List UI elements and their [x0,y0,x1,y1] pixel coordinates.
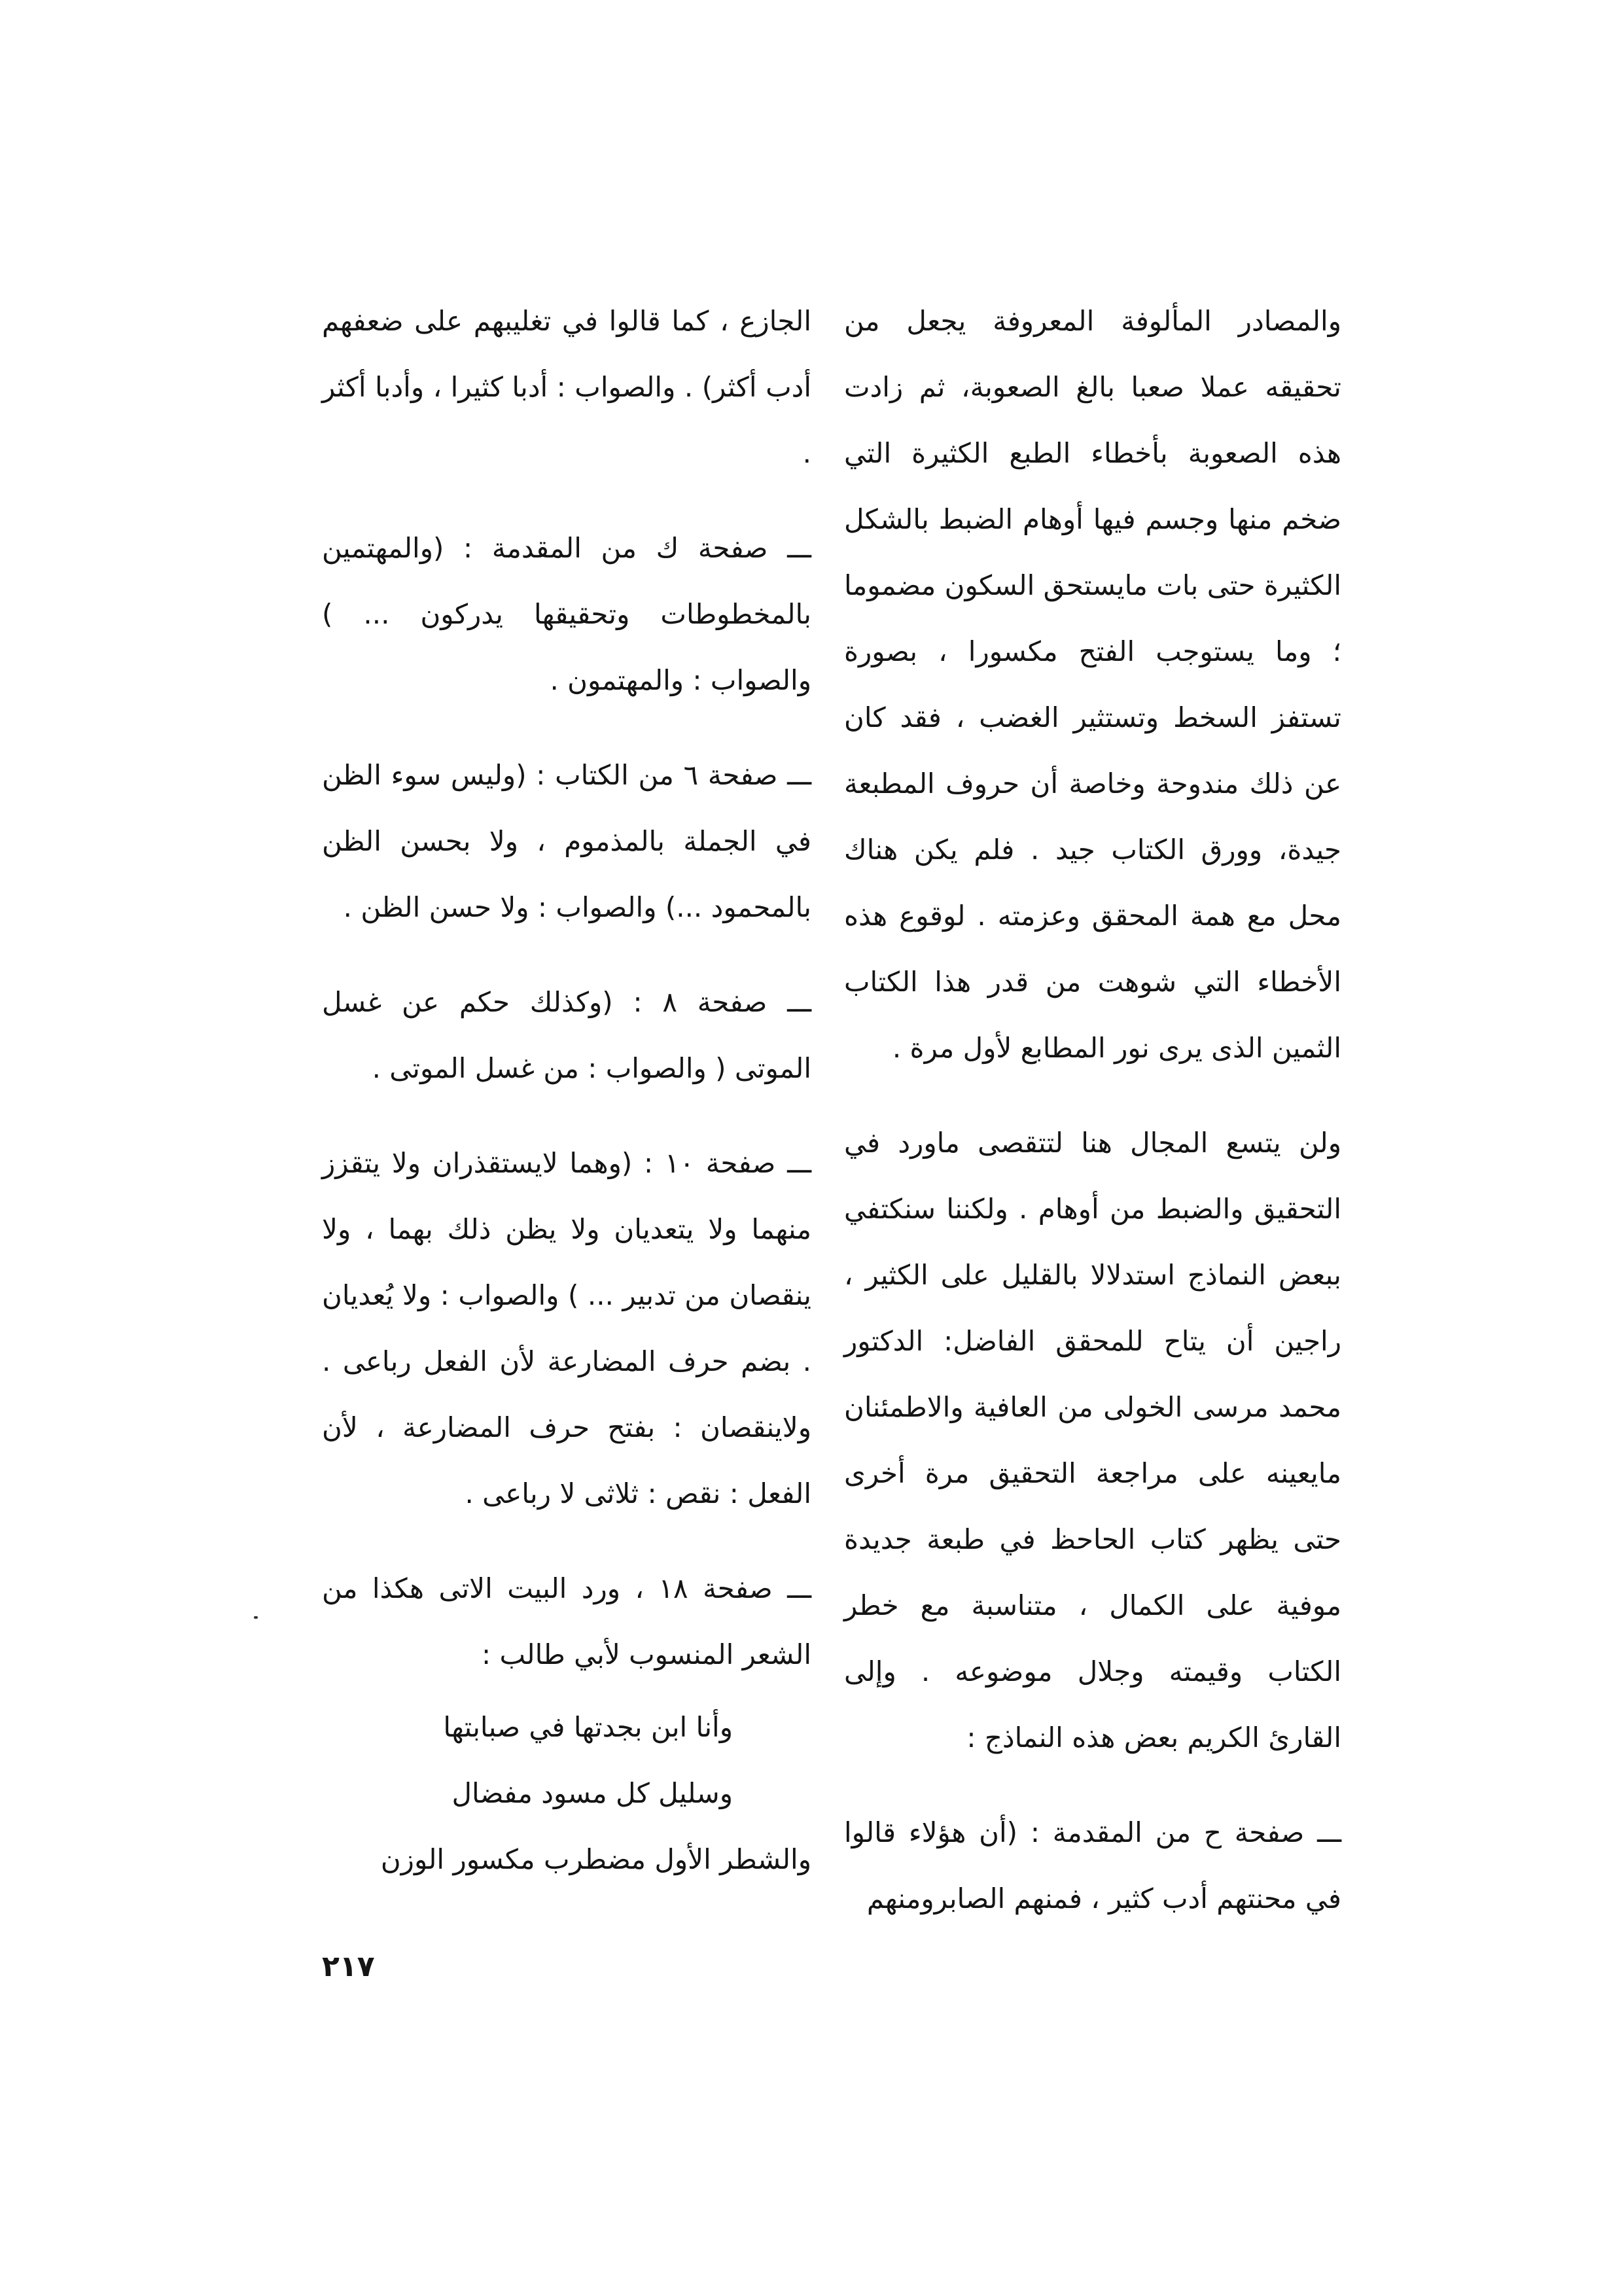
paragraph-continuation: الجازع ، كما قالوا في تغليبهم على ضعفهم أدب أكثر) . والصواب : أدبا كثيرا ، وأدبا أكثر . [322,305,811,469]
paragraph-page-8: ـــ صفحة ٨ : (وكذلك حكم عن غسل الموتى ( والصواب : من غسل الموتى . [322,986,812,1084]
paragraph-page-18: ـــ صفحة ١٨ ، ورد البيت الاتى هكذا من الشعر المنسوب لأبي طالب : [322,1572,812,1670]
verse-line-1: وأنا ابن بجدتها في صبابتها [443,1711,733,1743]
paragraph-sample-intro: ولن يتسع المجال هنا لتتقصى ماورد في التحقيق والضبط من أوهام . ولكننا سنكتفي ببعض النماذج استدلالا بالقليل على الكثير ، راجين أن يتاح للمحقق الفاضل: الدكتور محمد مرسى الخولى من العافية والاطمئنان مايعينه على مراجعة التحقيق مرة أخرى حتى يظهر كتاب الحاحظ في طبعة جديدة موفية على الكمال ، متناسبة مع خطر الكتاب وقيمته وجلال موضوعه . وإلى القارئ الكريم بعض هذه النماذج : [844,1127,1341,1754]
verse-line-2: وسليل كل مسود مفضال [451,1777,733,1809]
paragraph-printing-errors: والمصادر المألوفة المعروفة يجعل من تحقيقه عملا صعبا بالغ الصعوبة، ثم زادت هذه الصعوبة بأخطاء الطبع الكثيرة التي ضخم منها وجسم فيها أوهام الضبط بالشكل الكثيرة حتى بات مايستحق السكون مضموما ؛ وما يستوجب الفتح مكسورا ، بصورة تستفز السخط وتستثير الغضب ، فقد كان عن ذلك مندوحة وخاصة أن حروف المطبعة جيدة، وورق الكتاب جيد . فلم يكن هناك محل مع همة المحقق وعزمته . لوقوع هذه الأخطاء التي شوهت من قدر هذا الكتاب الثمين الذى يرى نور المطابع لأول مرة . [844,305,1341,1064]
left-text-column [322,288,811,1921]
paragraph-page-h: ـــ صفحة ح من المقدمة : (أن هؤلاء قالوا في محنتهم أدب كثير ، فمنهم الصابرومنهم [844,1816,1341,1915]
page-number: ٢١٧ [322,1950,375,1983]
right-text-column [844,288,1341,1960]
paragraph-page-k: ـــ صفحة ك من المقدمة : (والمهتمين بالمخطوطات وتحقيقها يدركون ... ) والصواب : والمهتمون . [322,532,811,696]
ink-speck [254,1616,258,1619]
paragraph-page-10: ـــ صفحة ١٠ : (وهما لايستقذران ولا يتقزز منهما ولا يتعديان ولا يظن ذلك بهما ، ولا ينقصان من تدبير ... ) والصواب : ولا يُعديان . بضم حرف المضارعة لأن الفعل رباعى . ولاينقصان : بفتح حرف المضارعة ، لأن الفعل : نقص : ثلاثى لا رباعى . [322,1147,811,1510]
paragraph-closing: والشطر الأول مضطرب مكسور الوزن [380,1843,811,1875]
paragraph-page-6: ـــ صفحة ٦ من الكتاب : (وليس سوء الظن في الجملة بالمذموم ، ولا بحسن الظن بالمحمود ...) والصواب : ولا حسن الظن . [322,759,811,923]
